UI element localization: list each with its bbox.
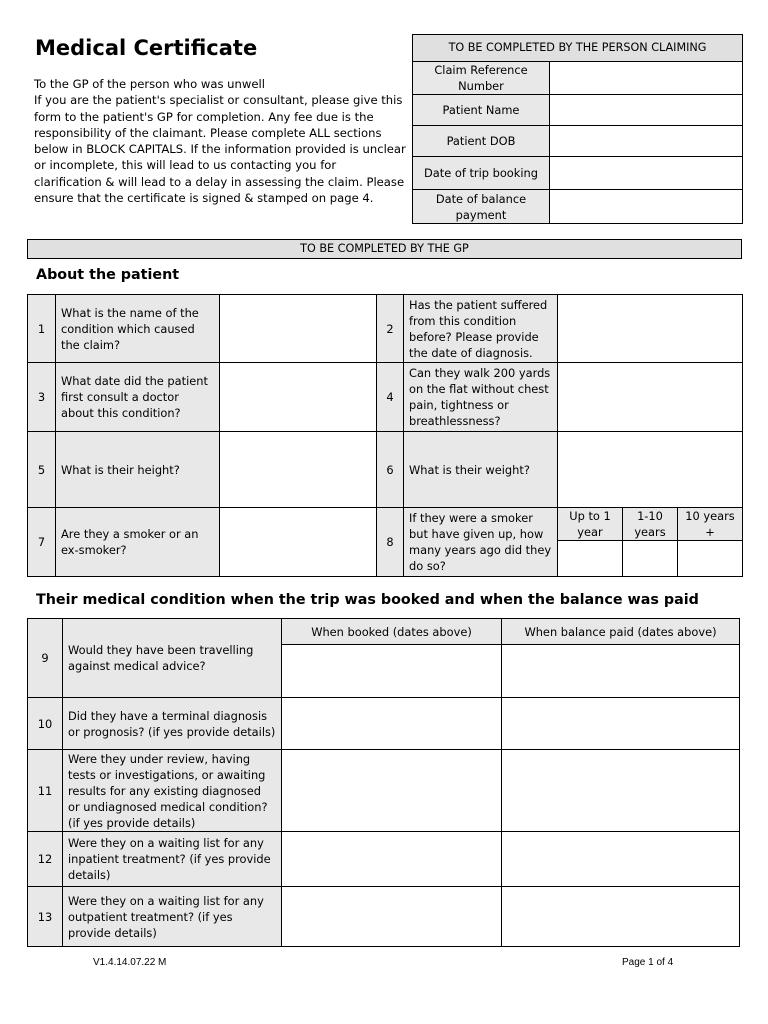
question-text: What is their weight? <box>404 432 558 508</box>
question-text: Were they under review, having tests or investigations, or awaiting results for any existing diagnosed or undiagnosed medical condition? (if yes provide details) <box>63 750 282 832</box>
1-10-years-field[interactable] <box>623 541 678 577</box>
field-label: Date of trip booking <box>413 157 550 190</box>
question-text: What is the name of the condition which caused the claim? <box>56 295 220 363</box>
answer-1-field[interactable] <box>220 295 377 363</box>
gp-header-bar <box>27 239 742 259</box>
answer-4-field[interactable] <box>558 363 743 432</box>
question-text: Did they have a terminal diagnosis or prognosis? (if yes provide details) <box>63 698 282 750</box>
answer-3-field[interactable] <box>220 363 377 432</box>
q11-paid-field[interactable] <box>502 750 740 832</box>
option-up-to-1-year: Up to 1 year <box>558 508 623 541</box>
about-table <box>27 294 743 577</box>
patient-name-input[interactable] <box>550 95 743 126</box>
field-label: Claim Reference Number <box>413 62 550 95</box>
question-number: 5 <box>28 432 56 508</box>
question-text: Has the patient suffered from this condition before? Please provide the date of diagnosis. <box>404 295 558 363</box>
intro-body: If you are the patient's specialist or consultant, please give this form to the patient's GP for completion. Any fee due is the responsibility of the claimant. Please complete ALL sections below in BLOCK CAPITALS. If the information provided is unclear or incomplete, this will lead to us contacting you for clarification & will lead to a delay in assessing the claim. Please ensure that the certificate is signed & stamped on page 4. <box>34 93 406 206</box>
field-label: Patient Name <box>413 95 550 126</box>
option-1-10-years: 1-10 years <box>623 508 678 541</box>
question-number: 1 <box>28 295 56 363</box>
question-text: Can they walk 200 yards on the flat without chest pain, tightness or breathlessness? <box>404 363 558 432</box>
balance-payment-date-input[interactable] <box>550 190 743 224</box>
claimant-header: TO BE COMPLETED BY THE PERSON CLAIMING <box>413 35 743 62</box>
q11-booked-field[interactable] <box>282 750 502 832</box>
question-number: 3 <box>28 363 56 432</box>
question-number: 7 <box>28 508 56 577</box>
question-text: What date did the patient first consult a doctor about this condition? <box>56 363 220 432</box>
option-10-plus-years: 10 years + <box>678 508 743 541</box>
question-text: Were they on a waiting list for any outpatient treatment? (if yes provide details) <box>63 887 282 947</box>
question-text: Are they a smoker or an ex-smoker? <box>56 508 220 577</box>
intro-text <box>34 76 406 206</box>
patient-dob-input[interactable] <box>550 126 743 157</box>
condition-table <box>27 618 740 947</box>
question-number: 11 <box>28 750 63 832</box>
up-to-1-year-field[interactable] <box>558 541 623 577</box>
question-text: If they were a smoker but have given up, how many years ago did they do so? <box>404 508 558 577</box>
answer-7-field[interactable] <box>220 508 377 577</box>
column-header-booked: When booked (dates above) <box>282 619 502 645</box>
question-number: 6 <box>377 432 404 508</box>
answer-6-field[interactable] <box>558 432 743 508</box>
question-number: 13 <box>28 887 63 947</box>
trip-booking-date-input[interactable] <box>550 157 743 190</box>
answer-2-field[interactable] <box>558 295 743 363</box>
q12-booked-field[interactable] <box>282 832 502 887</box>
question-text: What is their height? <box>56 432 220 508</box>
question-text: Were they on a waiting list for any inpatient treatment? (if yes provide details) <box>63 832 282 887</box>
question-number: 2 <box>377 295 404 363</box>
q12-paid-field[interactable] <box>502 832 740 887</box>
q13-booked-field[interactable] <box>282 887 502 947</box>
intro-heading: To the GP of the person who was unwell <box>34 77 265 91</box>
q9-paid-field[interactable] <box>502 645 740 698</box>
version-label: V1.4.14.07.22 M <box>93 957 167 968</box>
column-header-paid: When balance paid (dates above) <box>502 619 740 645</box>
about-heading: About the patient <box>36 267 180 283</box>
field-label: Patient DOB <box>413 126 550 157</box>
condition-heading: Their medical condition when the trip was booked and when the balance was paid <box>36 592 699 608</box>
answer-5-field[interactable] <box>220 432 377 508</box>
gp-header: TO BE COMPLETED BY THE GP <box>28 240 742 259</box>
field-label: Date of balance payment <box>413 190 550 224</box>
q9-booked-field[interactable] <box>282 645 502 698</box>
question-number: 10 <box>28 698 63 750</box>
question-number: 9 <box>28 619 63 698</box>
q10-booked-field[interactable] <box>282 698 502 750</box>
question-number: 4 <box>377 363 404 432</box>
page-number: Page 1 of 4 <box>622 957 674 968</box>
claimant-table <box>412 34 743 224</box>
q13-paid-field[interactable] <box>502 887 740 947</box>
10-plus-years-field[interactable] <box>678 541 743 577</box>
question-number: 12 <box>28 832 63 887</box>
page-title: Medical Certificate <box>35 36 258 60</box>
q10-paid-field[interactable] <box>502 698 740 750</box>
question-text: Would they have been travelling against medical advice? <box>63 619 282 698</box>
question-number: 8 <box>377 508 404 577</box>
claim-reference-input[interactable] <box>550 62 743 95</box>
